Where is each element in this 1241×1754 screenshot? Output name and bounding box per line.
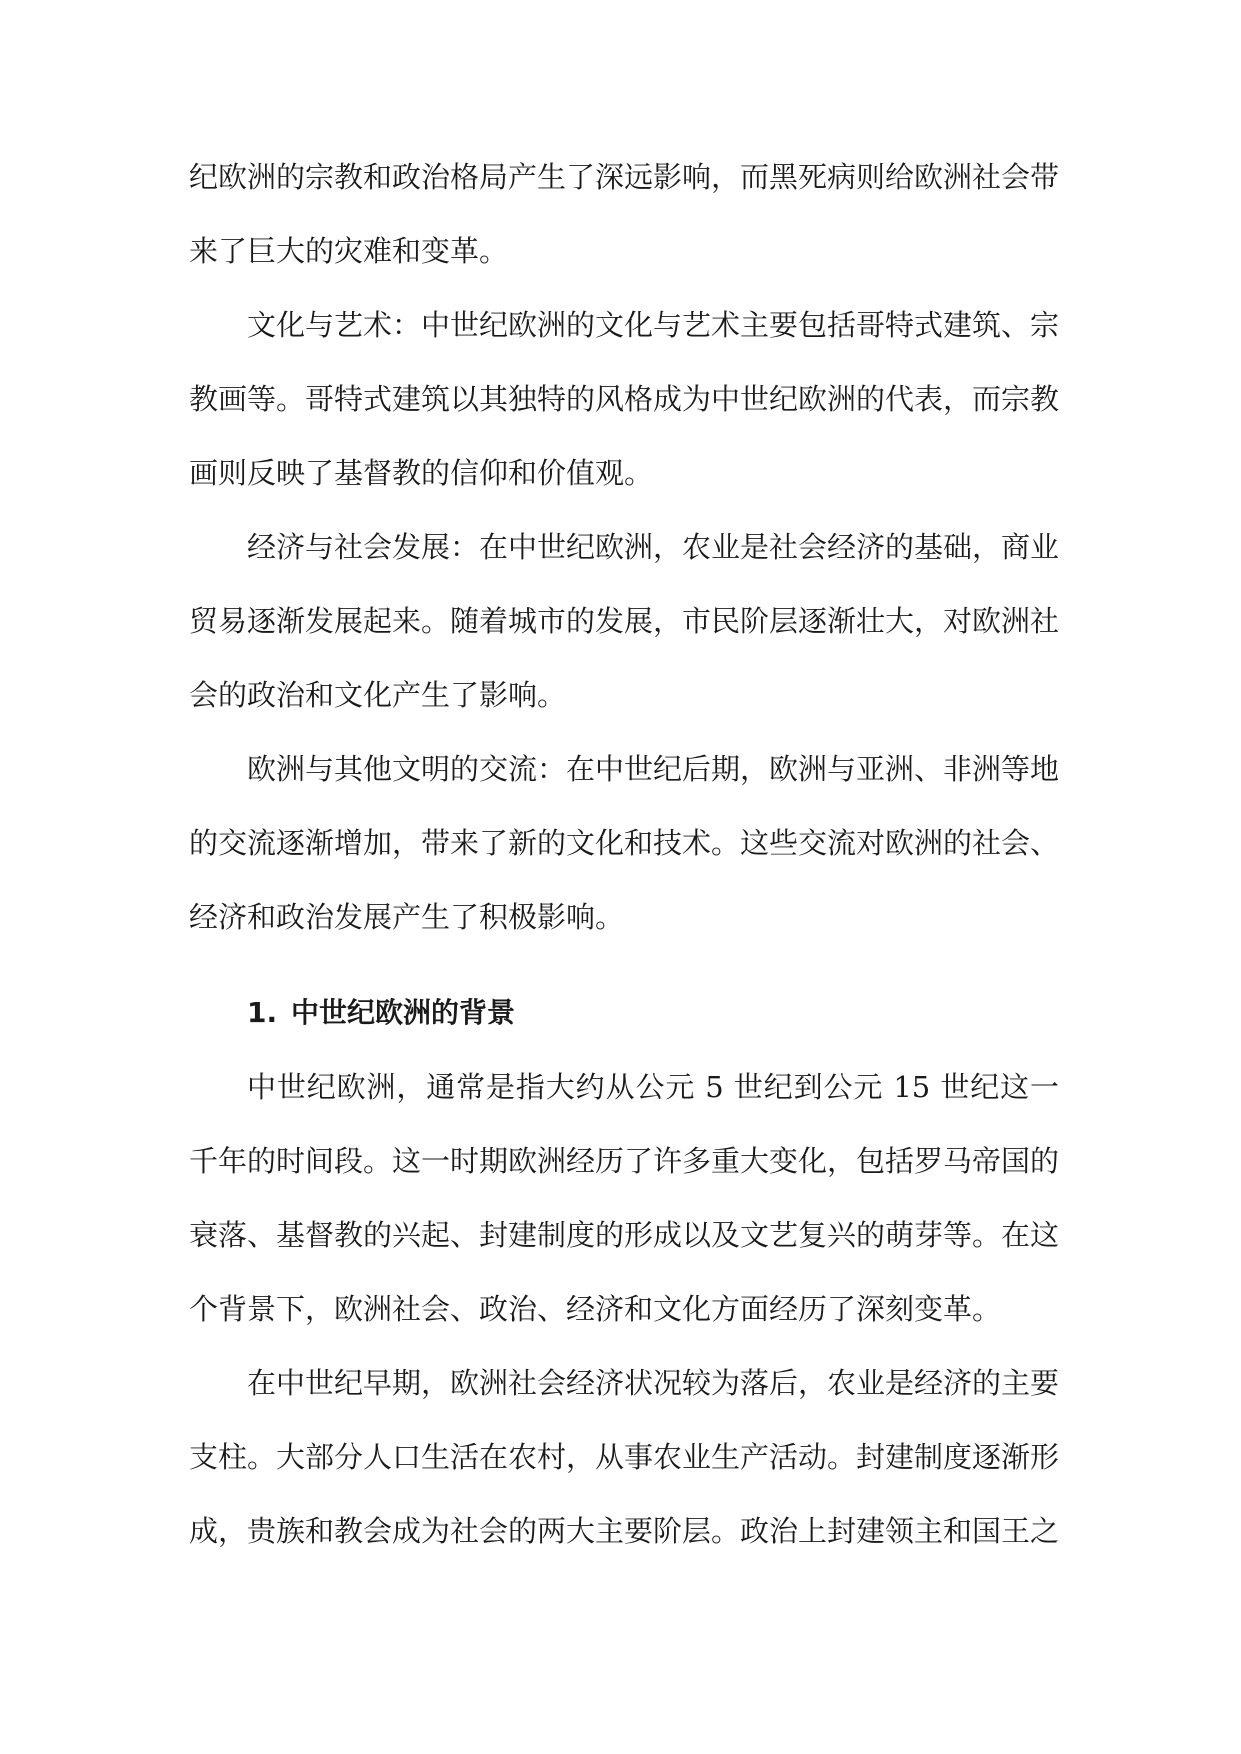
- paragraph-early-medieval: 在中世纪早期，欧洲社会经济状况较为落后，农业是经济的主要支柱。大部分人口生活在农村，从事农业生产活动。封建制度逐渐形成，贵族和教会成为社会的两大主要阶层。政治上封建领主和国王之: [189, 1366, 1060, 1548]
- paragraph-culture-art: 文化与艺术：中世纪欧洲的文化与艺术主要包括哥特式建筑、宗教画等。哥特式建筑以其独特的风格成为中世纪欧洲的代表，而宗教画则反映了基督教的信仰和价值观。: [189, 308, 1060, 490]
- section-heading: [189, 976, 1059, 1050]
- paragraph-background: 中世纪欧洲，通常是指大约从公元 5 世纪到公元 15 世纪这一千年的时间段。这一时期欧洲经历了许多重大变化，包括罗马帝国的衰落、基督教的兴起、封建制度的形成以及文艺复兴的萌芽等。在这个背景下，欧洲社会、政治、经济和文化方面经历了深刻变革。: [189, 1070, 1060, 1326]
- section-title: 中世纪欧洲的背景: [291, 996, 516, 1029]
- paragraph-exchange: 欧洲与其他文明的交流：在中世纪后期，欧洲与亚洲、非洲等地的交流逐渐增加，带来了新的文化和技术。这些交流对欧洲的社会、经济和政治发展产生了积极影响。: [189, 752, 1060, 934]
- paragraph-economy-society: 经济与社会发展：在中世纪欧洲，农业是社会经济的基础，商业贸易逐渐发展起来。随着城市的发展，市民阶层逐渐壮大，对欧洲社会的政治和文化产生了影响。: [189, 530, 1060, 712]
- paragraph-continuation: 纪欧洲的宗教和政治格局产生了深远影响，而黑死病则给欧洲社会带来了巨大的灾难和变革。: [189, 160, 1060, 268]
- document-body: [189, 140, 1059, 1568]
- section-number: 1.: [247, 996, 278, 1029]
